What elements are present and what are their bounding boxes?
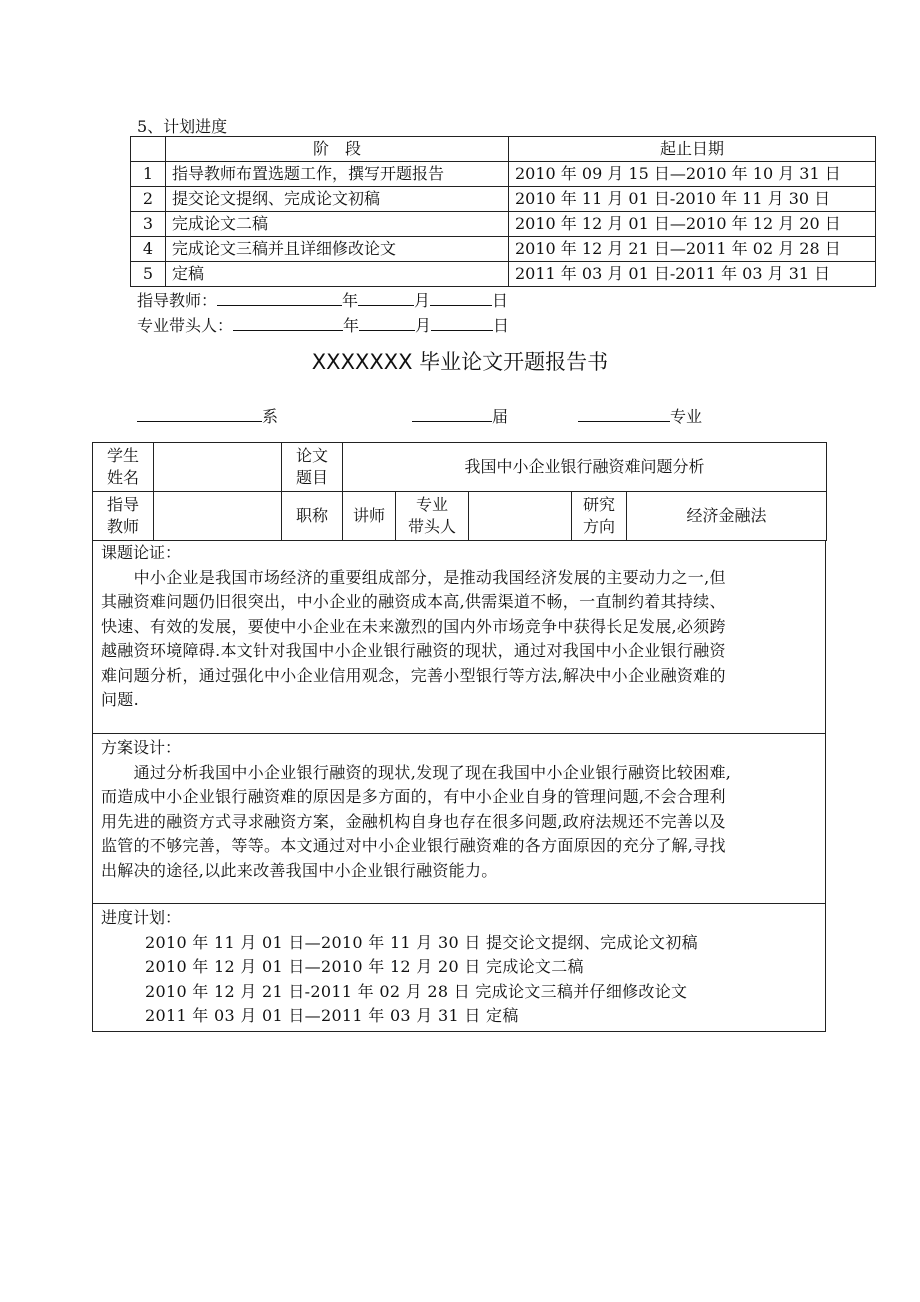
table-row: 1 指导教师布置选题工作，撰写开题报告 2010 年 09 月 15 日—2010 年 10 月 31 日 xyxy=(131,162,876,187)
info-table xyxy=(92,442,827,541)
dept-field: 系 xyxy=(137,404,278,427)
table-row: 3 完成论文二稿 2010 年 12 月 01 日—2010 年 12 月 20 日 xyxy=(131,212,876,237)
table-row: 2 提交论文提纲、完成论文初稿 2010 年 11 月 01 日-2010 年 11 月 30 日 xyxy=(131,187,876,212)
head-signature-line: 专业带头人： 年 月 日 xyxy=(137,316,510,335)
title-value: 讲师 xyxy=(343,492,396,541)
head-value xyxy=(469,492,572,541)
design-section: 方案设计： 通过分析我国中小企业银行融资的现状,发现了现在我国中小企业银行融资比较困难, 而造成中小企业银行融资难的原因是多方面的，有中小企业自身的管理问题,不会合理利 用先进的融资方式寻求融资方案，金融机构自身也存在很多问题,政府法规还不完善以及 监管的不够完善，等等。本文通过对中小企业银行融资难的各方面原因的充分了解,寻找 出解决的途径,以此来改善我国中小企业银行融资能力。 xyxy=(92,734,826,904)
header-stage: 阶 段 xyxy=(166,137,509,162)
table-row: 4 完成论文三稿并且详细修改论文 2010 年 12 月 21 日—2011 年 02 月 28 日 xyxy=(131,237,876,262)
design-label: 方案设计： xyxy=(101,738,182,757)
title-label: 职称 xyxy=(282,492,343,541)
report-title: XXXXXXX 毕业论文开题报告书 xyxy=(311,350,609,374)
student-name xyxy=(154,443,282,492)
header-dates: 起止日期 xyxy=(509,137,876,162)
plan-table xyxy=(130,136,876,287)
grade-field: 届 xyxy=(412,404,508,427)
advisor-label: 指导 教师 xyxy=(93,492,154,541)
schedule-section: 进度计划： 2010 年 11 月 01 日—2010 年 11 月 30 日 提交论文提纲、完成论文初稿 2010 年 12 月 01 日—2010 年 12 月 20 日 完成论文二稿 2010 年 12 月 21 日-2011 年 02 月 28 日 完成论文三稿并仔细修改论文 2011 年 03 月 01 日—2011 年 03 月 31 日 定稿 xyxy=(92,904,826,1032)
advisor-value xyxy=(154,492,282,541)
table-header-row xyxy=(131,137,876,162)
topic-label: 论文 题目 xyxy=(282,443,343,492)
advisor-signature-line: 指导教师： 年 月 日 xyxy=(137,291,509,310)
plan-heading: 5、计划进度 xyxy=(137,117,228,136)
major-field: 专业 xyxy=(578,404,702,427)
schedule-label: 进度计划： xyxy=(101,908,182,927)
direction-label: 研究 方向 xyxy=(572,492,627,541)
student-name-label: 学生 姓名 xyxy=(93,443,154,492)
table-row: 5 定稿 2011 年 03 月 01 日-2011 年 03 月 31 日 xyxy=(131,262,876,287)
direction-value: 经济金融法 xyxy=(627,492,827,541)
head-label: 专业 带头人 xyxy=(396,492,469,541)
topic-value: 我国中小企业银行融资难问题分析 xyxy=(343,443,827,492)
argument-label: 课题论证： xyxy=(101,543,182,562)
argument-section: 课题论证： 中小企业是我国市场经济的重要组成部分，是推动我国经济发展的主要动力之一,但 其融资难问题仍旧很突出，中小企业的融资成本高,供需渠道不畅，一直制约着其持续、 快速、有效的发展，要使中小企业在未来激烈的国内外市场竞争中获得长足发展,必须跨 越融资环境障碍.本文针对我国中小企业银行融资的现状，通过对我国中小企业银行融资 难问题分析，通过强化中小企业信用观念，完善小型银行等方法,解决中小企业融资难的 问题. xyxy=(92,541,826,734)
